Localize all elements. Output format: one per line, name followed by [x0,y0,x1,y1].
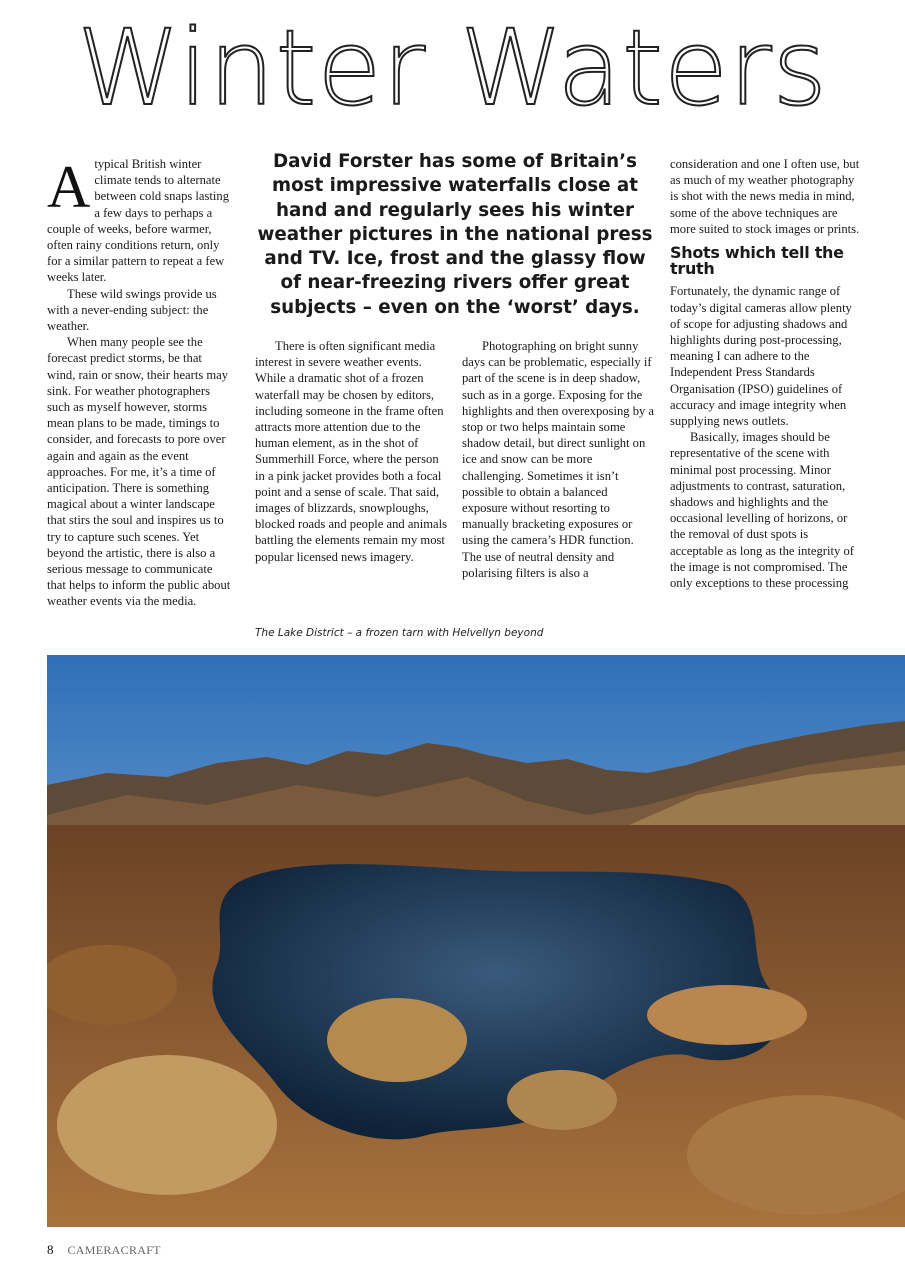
paragraph: consideration and one I often use, but as much of my weather photography is shot with the news media in mind, some of the above techniques are more suited to stock images or prints. [670,157,860,236]
paragraph: These wild swings provide us with a never-ending subject: the weather. [47,286,217,334]
paragraph: Basically, images should be representative of the scene with minimal post processing. Minor adjustments to contrast, saturation, shadows and highlights and the occasional levelling of horizons, or the removal of dust spots is acceptable as long as the integrity of the image is not compromised. The only exceptions to these processing [670,430,854,591]
page-number: 8 [47,1242,54,1257]
column-4 [670,156,860,591]
subheading: Shots which tell the truth [670,243,844,279]
standfirst: David Forster has some of Britain’s most impressive waterfalls close at hand and regularly sees his winter weather pictures in the national press and TV. Ice, frost and the glassy flow of near-freezing rivers offer great subjects – even on the ‘worst’ days. [257,151,653,318]
landscape-photo [47,655,905,1227]
paragraph [47,156,233,286]
page-footer [47,1240,161,1260]
column-1 [47,156,233,610]
paragraph: Photographing on bright sunny days can be problematic, especially if part of the scene is in deep shadow, such as in a gorge. Exposing for the highlights and then overexposing by a stop or two helps maintain some shadow detail, but direct sunlight on ice and snow can be more challenging. Sometimes it isn’t possible to obtain a balanced exposure without resorting to manually bracketing exposures or using the camera’s HDR function. The use of neutral density and polarising filters is also a [462,339,655,580]
magazine-logo: CAMERACRAFT [67,1242,161,1257]
column-2 [255,338,448,565]
paragraph: When many people see the forecast predict storms, be that wind, rain or snow, their hearts may sink. For weather photographers such as myself however, storms mean plans to be made, timings to consider, and forecasts to pore over again and again as the event approaches. For me, it’s a time of anticipation. There is something magical about a winter landscape that stirs the soul and inspires us to try to capture such scenes. Yet beyond the artistic, there is also a serious message to communicate that helps to inform the public about weather events via the media. [47,335,231,609]
column-3 [462,338,655,581]
drop-cap: A [47,154,91,220]
paragraph-text: typical British winter climate tends to alternate between cold snaps lasting a few days to perhaps a couple of weeks, before warmer, often rainy conditions return, only for a similar pattern to repeat a few weeks later. [47,157,229,285]
article-title: Winter Waters [77,7,828,129]
photo-caption: The Lake District – a frozen tarn with Helvellyn beyond [255,627,544,639]
paragraph: There is often significant media interest in severe weather events. While a dramatic shot of a frozen waterfall may be chosen by editors, including someone in the frame often attracts more attention due to the human element, as in the shot of Summerhill Force, where the person in a pink jacket provides both a focal point and a sense of scale. That said, images of blizzards, snowploughs, blocked roads and people and animals battling the elements remain my most popular licensed news imagery. [255,339,447,564]
paragraph: Fortunately, the dynamic range of today’s digital cameras allow plenty of scope for adjusting shadows and highlights during post-processing, meaning I can adhere to the Independent Press Standards Organisation (IPSO) guidelines of accuracy and image integrity when supplying news outlets. [670,284,852,429]
